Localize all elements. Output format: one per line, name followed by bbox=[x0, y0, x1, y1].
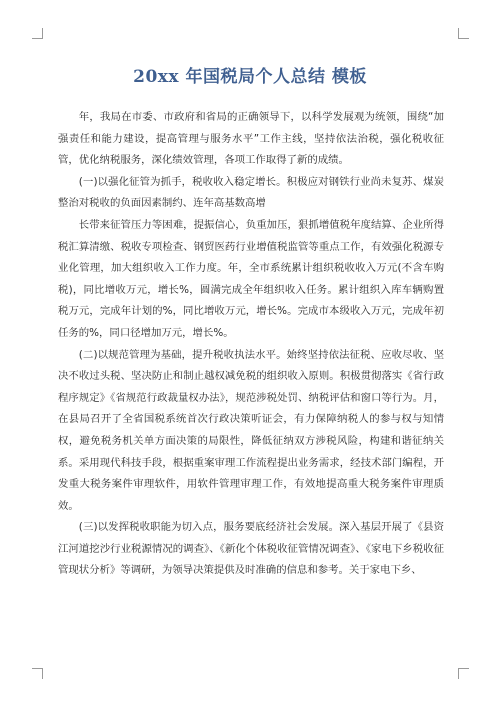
corner-mark-bottom-left bbox=[32, 668, 43, 679]
document-title: 20xx 年国税局个人总结 模板 bbox=[133, 67, 367, 87]
paragraph-section-2: (二)以规范管理为基础，提升税收执法水平。始终坚持依法征税、应收尽收、坚决不收过头税、坚决防止和制止越权减免税的组织收入原则。积极贯彻落实《省行政程序规定》《省规范行政裁量权办法》，规范涉税处罚、纳税评估和窗口等行为。月，在县局召开了全省国税系统首次行政决策听证会，有力保障纳税人的参与权与知情权，避免税务机关单方面决策的局限性，降低征纳双方涉税风险，构建和谐征纳关系。采用现代科技手段，根据重案审理工作流程提出业务需求，经技术部门编程，开发重大税务案件审理软件，用软件管理审理工作，有效地提高重大税务案件审理质效。 bbox=[58, 348, 444, 512]
paragraph-section-1-heading: (一)以强化征管为抓手，税收收入稳定增长。积极应对钢铁行业尚未复苏、煤炭整治对税收的负面因素制约、连年高基数高增 bbox=[58, 175, 444, 210]
corner-mark-top-left bbox=[32, 28, 43, 39]
document-body bbox=[58, 107, 444, 582]
corner-mark-top-right bbox=[458, 28, 469, 39]
paragraph-section-1-body: 长带来征管压力等困难，提振信心，负重加压，狠抓增值税年度结算、企业所得税汇算清缴、税收专项检查、钢贸医药行业增值税监管等重点工作，有效强化税源专业化管理，加大组织收入工作力度。年，全市系统累计组织税收收入万元(不含车购税)，同比增收万元，增长%，圆满完成全年组织收入任务。累计组织入库车辆购置税万元，完成年计划的%，同比增收万元，增长%。完成市本级收入万元，完成年初任务的%，同口径增加万元，增长%。 bbox=[58, 218, 444, 339]
paragraph-section-3: (三)以发挥税收职能为切入点，服务要底经济社会发展。深入基层开展了《县资江河道挖沙行业税源情况的调查》、《新化个体税收征管情况调查》、《家电下乡税收征管现状分析》等调研，为领导决策提供及时准确的信息和参考。关于家电下乡、 bbox=[58, 521, 444, 577]
paragraph-intro: 年，我局在市委、市政府和省局的正确领导下，以科学发展观为统领，围绕“加强责任和能力建设，提高管理与服务水平”工作主线，坚持依法治税，强化税收征管，优化纳税服务，深化绩效管理，各项工作取得了新的成绩。 bbox=[58, 111, 444, 167]
corner-mark-bottom-right bbox=[458, 668, 469, 679]
